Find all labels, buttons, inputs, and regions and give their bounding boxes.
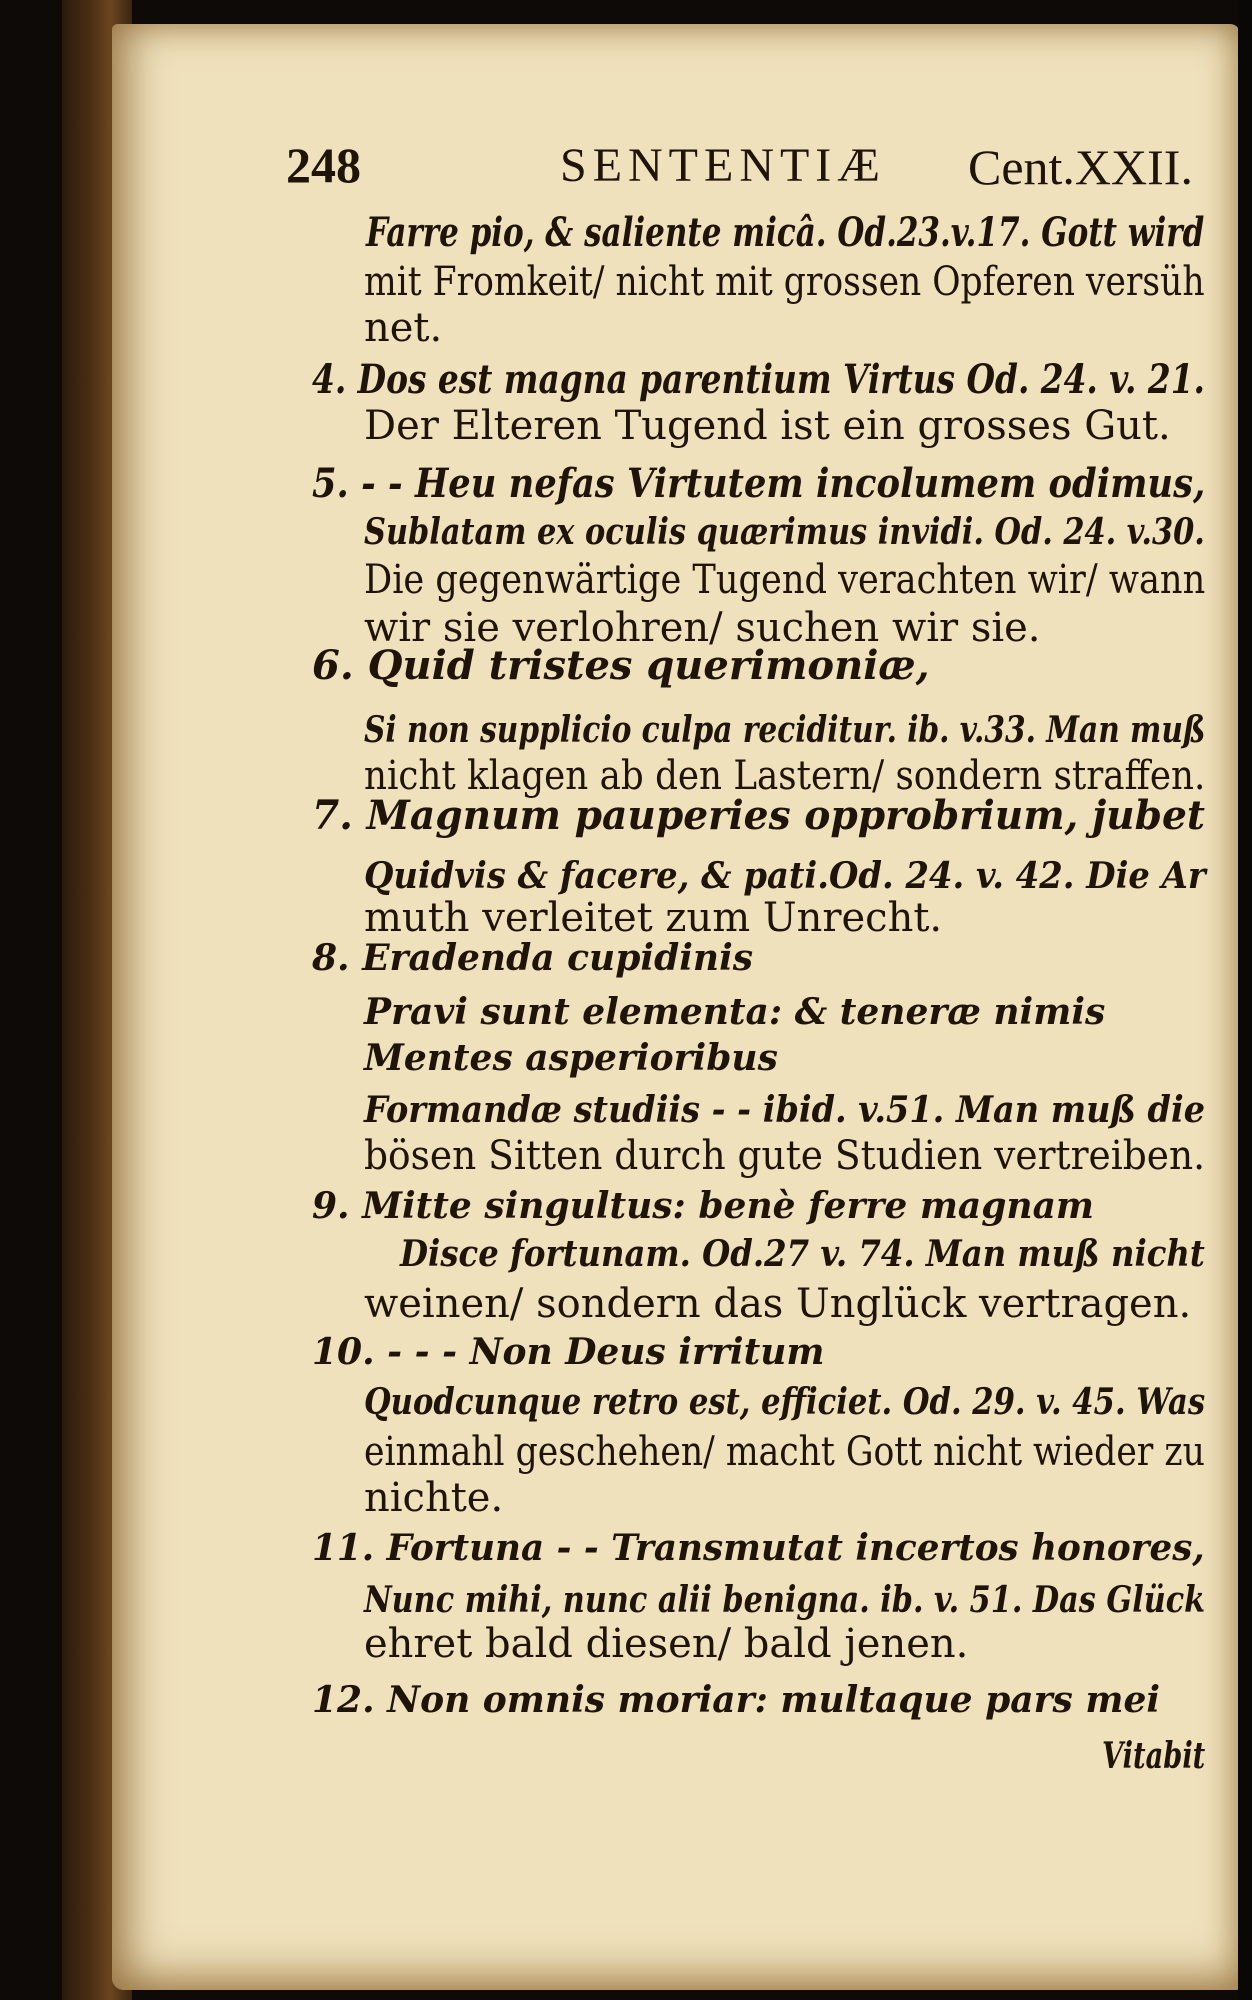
text-line: Disce fortunam. Od.27 v. 74. Man muß nicht bbox=[400, 1233, 1205, 1275]
text-line: wir sie verlohren/ suchen wir sie. bbox=[364, 605, 1041, 651]
text-line: nichte. bbox=[364, 1475, 504, 1521]
century-label: Cent.XXII. bbox=[968, 139, 1193, 195]
text-line: 5. - - Heu nefas Virtutem incolumem odimus, bbox=[312, 460, 1206, 507]
text-line: ehret bald diesen/ bald jenen. bbox=[364, 1621, 969, 1667]
text-line: 10. - - - Non Deus irritum bbox=[312, 1331, 825, 1373]
running-title: SENTENTIÆ bbox=[560, 139, 886, 192]
text-line: mit Fromkeit/ nicht mit grossen Opferen versüh bbox=[364, 259, 1205, 305]
text-line: 12. Non omnis moriar: multaque pars mei bbox=[312, 1679, 1161, 1721]
text-line: einmahl geschehen/ macht Gott nicht wieder zu bbox=[364, 1429, 1205, 1475]
catchword: Vitabit bbox=[1102, 1735, 1206, 1777]
text-line: Formandæ studiis - - ibid. v.51. Man muß die bbox=[364, 1089, 1205, 1131]
text-line: 4. Dos est magna parentium Virtus Od. 24. v. 21. bbox=[312, 356, 1205, 403]
text-line: Nunc mihi, nunc alii benigna. ib. v. 51. Das Glück bbox=[364, 1579, 1206, 1621]
text-line: Der Elteren Tugend ist ein grosses Gut. bbox=[364, 403, 1171, 449]
text-line: 11. Fortuna - - Transmutat incertos honores, bbox=[312, 1527, 1205, 1569]
text-line: nicht klagen ab den Lastern/ sondern straffen. bbox=[364, 753, 1206, 799]
text-line: Quidvis & facere, & pati.Od. 24. v. 42. Die Ar bbox=[364, 855, 1206, 897]
text-line: Die gegenwärtige Tugend verachten wir/ wann bbox=[364, 557, 1206, 603]
page-edge-shadow bbox=[1238, 0, 1252, 2000]
text-line: Si non supplicio culpa reciditur. ib. v.33. Man muß bbox=[364, 709, 1206, 751]
text-line: weinen/ sondern das Unglück vertragen. bbox=[364, 1281, 1192, 1327]
text-line: Quodcunque retro est, efficiet. Od. 29. v. 45. Was bbox=[364, 1381, 1206, 1423]
text-line: Farre pio, & saliente micâ. Od.23.v.17. Gott wird bbox=[366, 209, 1205, 256]
text-line: 7. Magnum pauperies opprobrium, jubet bbox=[312, 792, 1205, 839]
text-line: 9. Mitte singultus: benè ferre magnam bbox=[312, 1185, 1094, 1227]
text-line: Mentes asperioribus bbox=[364, 1037, 778, 1079]
text-line: Pravi sunt elementa: & teneræ nimis bbox=[364, 991, 1106, 1033]
text-line: net. bbox=[364, 305, 443, 351]
text-line: Sublatam ex oculis quærimus invidi. Od. 24. v.30. bbox=[364, 511, 1205, 553]
page-number: 248 bbox=[286, 137, 361, 193]
text-line: bösen Sitten durch gute Studien vertreiben. bbox=[364, 1133, 1206, 1179]
text-line: 6. Quid tristes querimoniæ, bbox=[312, 642, 930, 689]
text-line: muth verleitet zum Unrecht. bbox=[364, 895, 943, 941]
text-line: 8. Eradenda cupidinis bbox=[312, 937, 754, 979]
